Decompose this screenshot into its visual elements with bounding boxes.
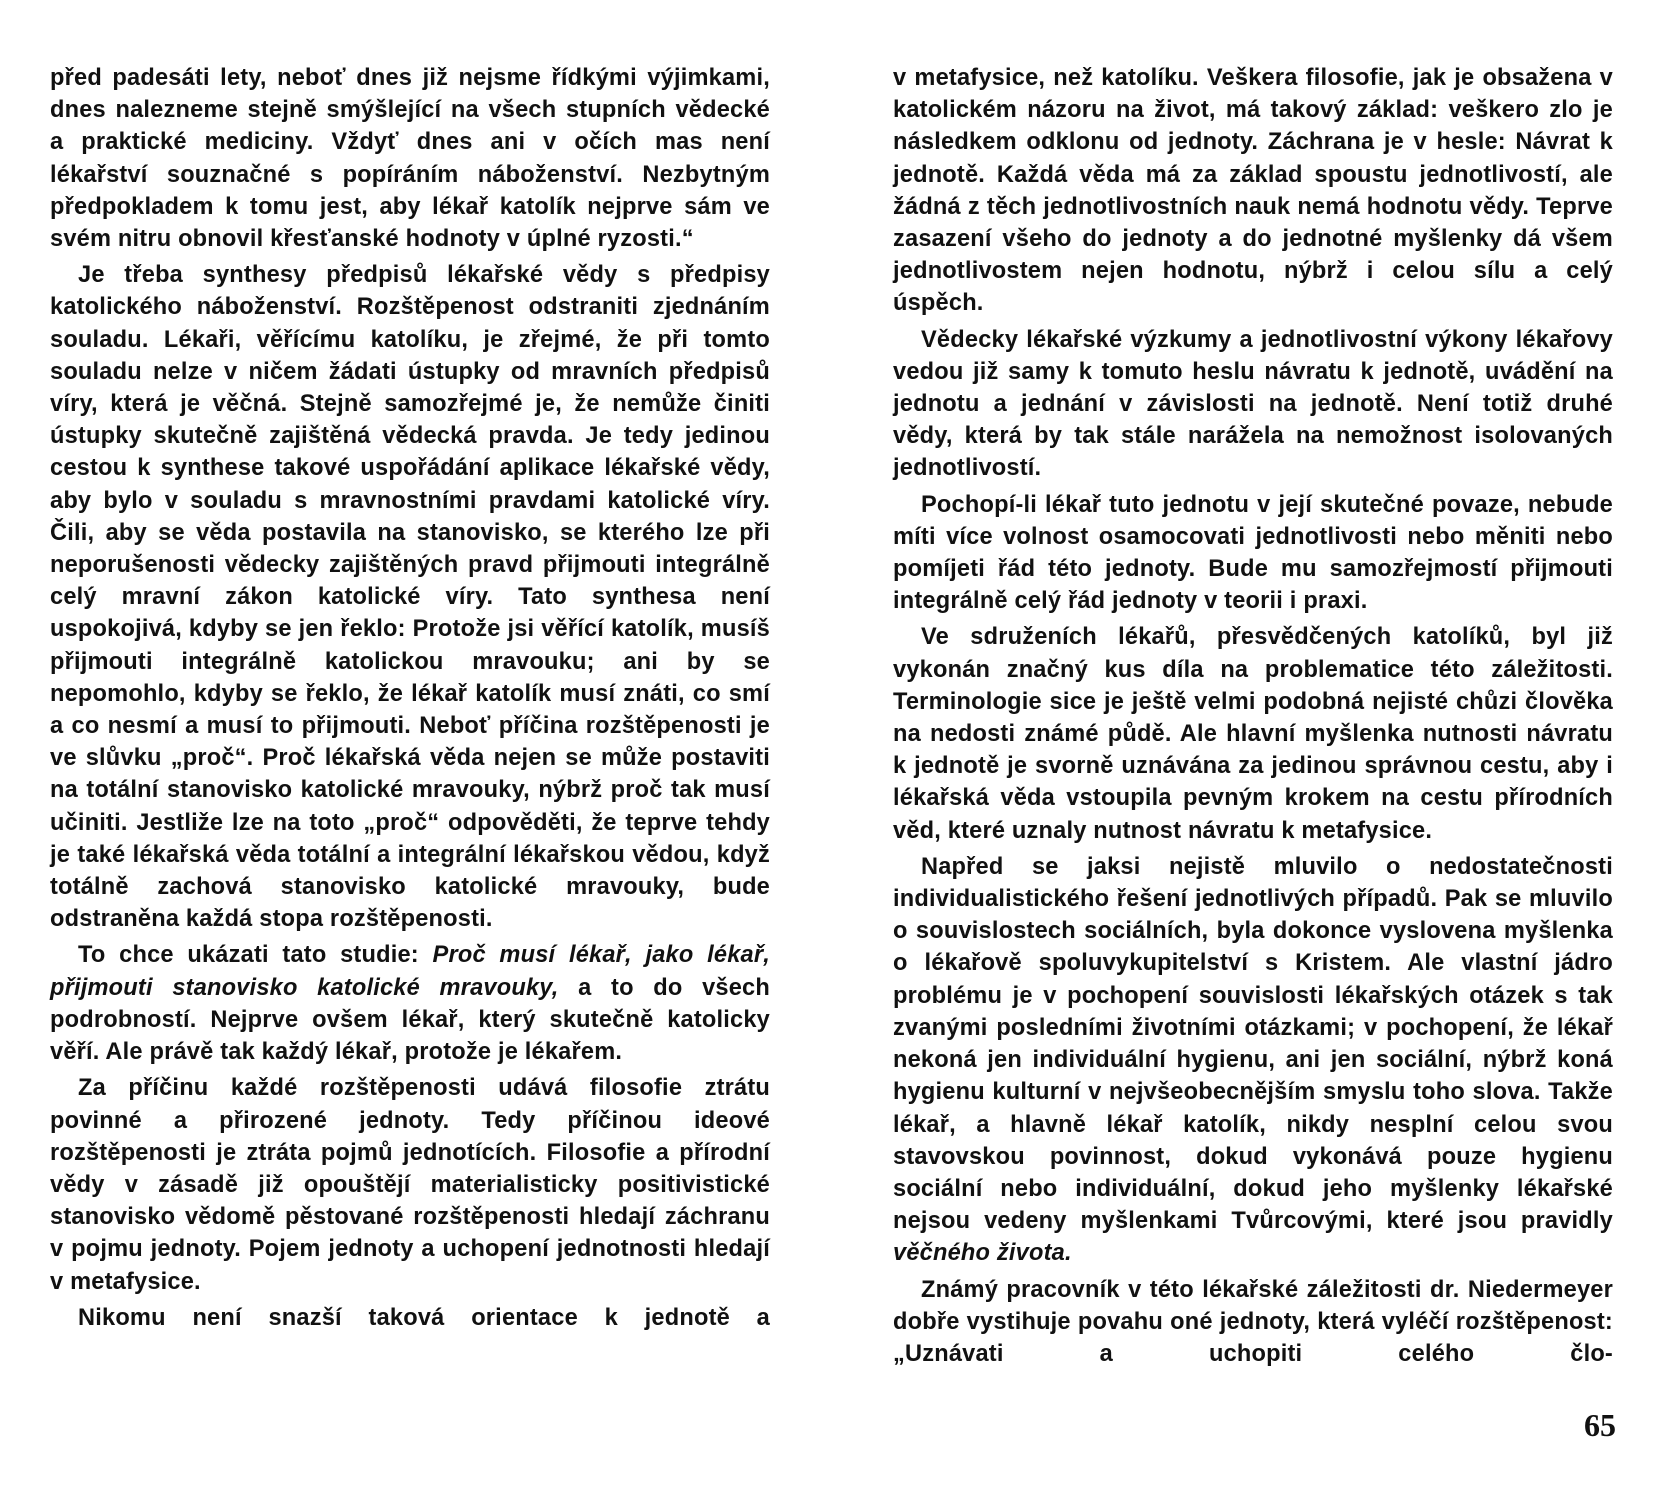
left-paragraph-3 [50,939,770,1068]
left-paragraph-4: Za příčinu každé rozštěpenosti udává filosofie ztrátu povinné a přirozené jednoty. Tedy příčinou ideové rozštěpenosti je ztráta pojmů jednotících. Filosofie a přírodní vědy v zásadě již opouštějí materialisticky positivistické stanovisko vědomě pěstované rozštěpenosti hledají záchranu v pojmu jednoty. Pojem jednoty a uchopení jednotnosti hledají v metafysice. [50,1075,770,1295]
right-paragraph-6: Známý pracovník v této lékařské záležitosti dr. Niedermeyer dobře vystihuje povahu oné jednoty, která vyléčí rozštěpenost: „Uznávati a uchopiti celého člo- [893,1276,1613,1367]
right-paragraph-5-italic: věčného života. [893,1240,1072,1267]
left-paragraph-1: před padesáti lety, neboť dnes již nejsme řídkými výjimkami, dnes nalezneme stejně smýšlející na všech stupních vědecké a praktické mediciny. Vždyť dnes ani v očích mas není lékařství souznačné s popíráním náboženství. Nezbytným předpokladem k tomu jest, aby lékař katolík nejprve sám ve svém nitru obnovil křesťanské hodnoty v úplné ryzosti.“ [50,65,770,253]
left-paragraph-2: Je třeba synthesy předpisů lékařské vědy s předpisy katolického náboženství. Rozštěpenost odstraniti zjednáním souladu. Lékaři, věřícímu katolíku, je zřejmé, že při tomto souladu nelze v ničem žádati ústupky od mravních předpisů víry, která je věčná. Stejně samozřejmé je, že nemůže činiti ústupky skutečně zajištěná vědecká pravda. Je tedy jedinou cestou k synthese takové uspořádání aplikace lékařské vědy, aby bylo v souladu s mravnostními pravdami katolické víry. Čili, aby se věda postavila na stanovisko, se kterého lze při neporušenosti vědecky zajištěných pravd přijmouti integrálně celý mravní zákon katolické víry. Tato synthesa není uspokojivá, kdyby se jen řeklo: Protože jsi věřící katolík, musíš přijmouti integrálně katolickou mravouku; ani by se nepomohlo, kdyby se řeklo, že lékař katolík musí znáti, co smí a co nesmí a musí to přijmouti. Neboť příčina rozštěpenosti je ve slůvku „proč“. Proč lékařská věda nejen se může postaviti na totální stanovisko katolické mravouky, nýbrž proč tak musí učiniti. Jestliže lze na toto „proč“ odpověděti, že teprve tehdy je také lékařská věda totální a integrální lékařskou vědou, když totálně zachová stanovisko katolické mravouky, bude odstraněna každá stopa rozštěpenosti. [50,262,770,933]
right-column [893,62,1613,1374]
left-paragraph-3-italic: Proč musí lékař, jako lékař, přijmouti stanovisko katolické mravouky, [50,942,770,1001]
left-paragraph-3-tail: a to do všech podrobností. Nejprve ovšem lékař, který skutečně katolicky věří. Ale právě tak každý lékař, protože je lékařem. [50,974,770,1066]
page-number: 65 [1584,1407,1616,1443]
left-paragraph-5: Nikomu není snazší taková orientace k jednotě a [78,1304,770,1331]
left-column [50,62,770,1338]
right-paragraph-1: v metafysice, než katolíku. Veškera filosofie, jak je obsažena v katolickém názoru na život, má takový základ: veškero zlo je následkem odklonu od jednoty. Záchrana je v hesle: Návrat k jednotě. Každá věda má za základ spoustu jednotlivostí, ale žádná z těch jednotlivostních nauk nemá hodnotu vědy. Teprve zasazení všeho do jednoty a do jednotné myšlenky dá všem jednotlivostem nejen hodnotu, nýbrž i celou sílu a celý úspěch. [893,65,1613,317]
right-paragraph-2: Vědecky lékařské výzkumy a jednotlivostní výkony lékařovy vedou již samy k tomuto heslu návratu k jednotě, uvádění na jednotu a jednání v závislosti na jednotě. Není totiž druhé vědy, která by tak stále narážela na nemožnost isolovaných jednotlivostí. [893,326,1613,482]
right-paragraph-4: Ve sdruženích lékařů, přesvědčených katolíků, byl již vykonán značný kus díla na problematice této záležitosti. Terminologie sice je ještě velmi podobná nejisté chůzi člověka na nedosti známé půdě. Ale hlavní myšlenka nutnosti návratu k jednotě je svorně uznávána za jedinou správnou cestu, aby i lékařská věda vstoupila pevným krokem na cestu přírodních věd, které uznaly nutnost návratu k metafysice. [893,624,1613,844]
right-paragraph-3: Pochopí-li lékař tuto jednotu v její skutečné povaze, nebude míti více volnost osamocovati jednotlivosti nebo měniti nebo pomíjeti řád této jednoty. Bude mu samozřejmostí přijmouti integrálně celý řád jednoty v teorii i praxi. [893,491,1613,615]
right-paragraph-5-body: Napřed se jaksi nejistě mluvilo o nedostatečnosti individualistického řešení jednotlivých případů. Pak se mluvilo o souvislostech sociálních, byla dokonce vyslovena myšlenka o lékařově spoluvykupitelství s Kristem. Ale vlastní jádro problému je v pochopení souvislosti lékařských otázek s tak zvanými posledními životními otázkami; v pochopení, že lékař nekoná jen individuální hygienu, ani jen sociální, nýbrž koná hygienu kulturní v nejvšeobecnějším smyslu toho slova. Takže lékař, a hlavně lékař katolík, nikdy nesplní celou svou stavovskou povinnost, dokud vykonává pouze hygienu sociální nebo individuální, dokud jeho myšlenky lékařské nejsou vedeny myšlenkami Tvůrcovými, které jsou pravidly [893,853,1613,1235]
left-paragraph-3-lead: To chce ukázati tato studie: [78,942,433,969]
right-paragraph-5 [893,851,1613,1270]
